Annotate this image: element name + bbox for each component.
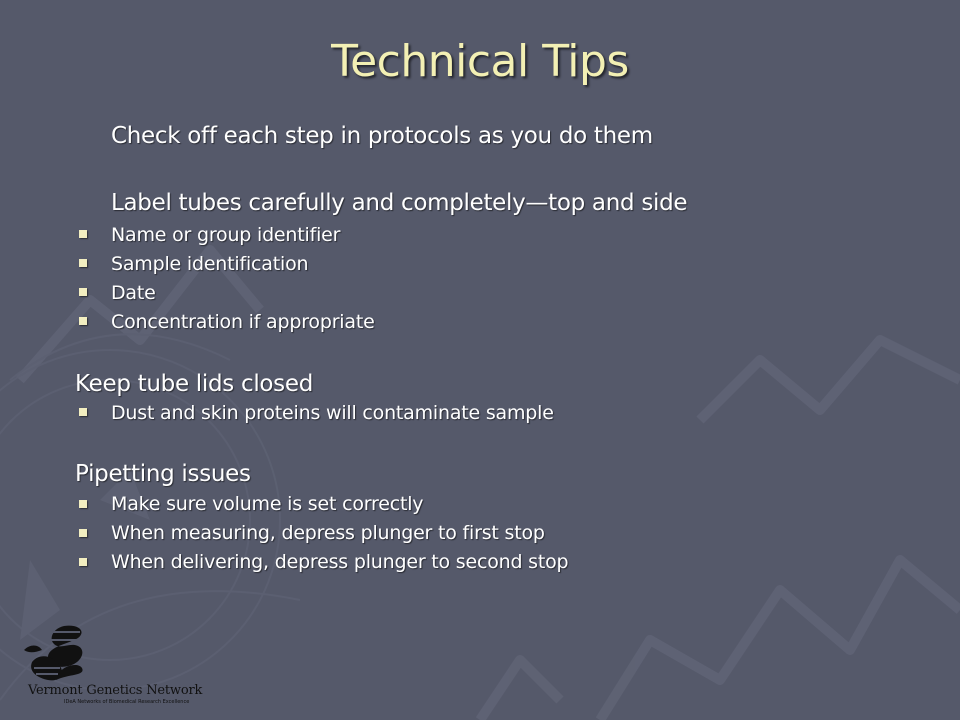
logo-tagline: IDeA Networks of Biomedical Research Excellence [64, 699, 190, 705]
bullet-square-icon [79, 317, 87, 325]
bullet-square-icon [79, 259, 87, 267]
item-name-identifier: Name or group identifier [111, 224, 341, 246]
item-dust-skin-proteins: Dust and skin proteins will contaminate sample [111, 402, 554, 424]
bullet-square-icon [79, 230, 87, 238]
item-check-off-steps: Check off each step in protocols as you do them [111, 123, 653, 149]
bullet-square-icon [79, 288, 87, 296]
item-label-tubes: Label tubes carefully and completely—top and side [111, 190, 688, 216]
logo-name: Vermont Genetics Network [28, 683, 203, 698]
item-date: Date [111, 282, 156, 304]
item-sample-identification: Sample identification [111, 253, 309, 275]
item-delivering-second-stop: When delivering, depress plunger to second stop [111, 551, 569, 573]
bullet-square-icon [79, 408, 87, 416]
bullet-square-icon [79, 529, 87, 537]
item-concentration: Concentration if appropriate [111, 311, 375, 333]
bullet-square-icon [79, 500, 87, 508]
item-pipetting-issues: Pipetting issues [75, 461, 251, 487]
item-measuring-first-stop: When measuring, depress plunger to first stop [111, 522, 545, 544]
slide-title: Technical Tips [331, 36, 629, 87]
bullet-square-icon [79, 558, 87, 566]
item-volume-set: Make sure volume is set correctly [111, 493, 424, 515]
item-keep-lids-closed: Keep tube lids closed [75, 371, 314, 397]
